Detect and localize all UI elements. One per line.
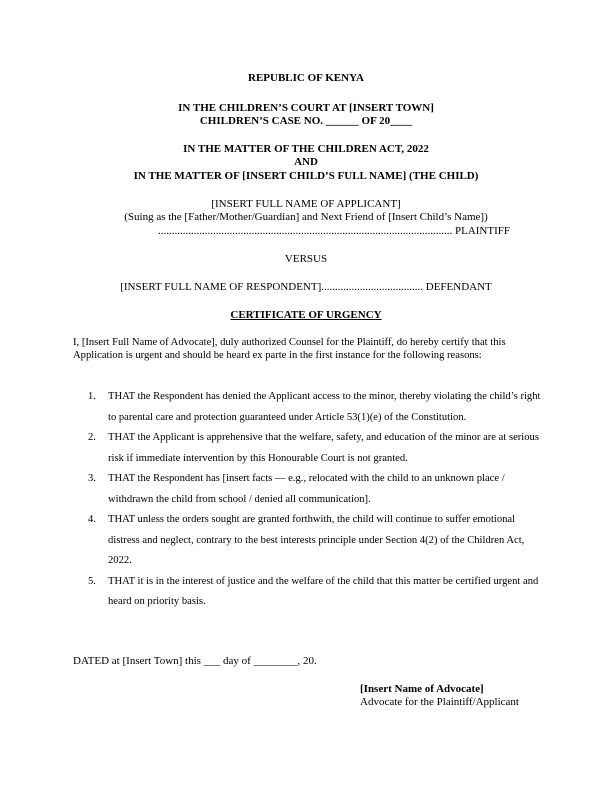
plaintiff-line: ........................................................................................................... PLAINTIFF xyxy=(157,225,510,237)
list-item xyxy=(88,469,548,510)
list-item xyxy=(88,510,548,572)
reason-number: 1. xyxy=(88,391,96,402)
and-heading: AND xyxy=(294,156,318,168)
reason-text: THAT unless the orders sought are granted forthwith, the child will continue to suffer emotional distress and neglect, contrary to the best interests principle under Section 4(2) of the Children Act, 2022. xyxy=(108,514,525,566)
case-number: CHILDREN’S CASE NO. ______ OF 20____ xyxy=(199,115,413,127)
reason-number: 3. xyxy=(88,473,96,484)
reason-text: THAT the Respondent has [insert facts — e.g., relocated with the child to an unknown place / withdrawn the child from school / denied all communication]. xyxy=(108,473,505,505)
matter-child-heading: IN THE MATTER OF [INSERT CHILD’S FULL NAME] (THE CHILD) xyxy=(133,170,479,182)
court-heading: IN THE CHILDREN’S COURT AT [INSERT TOWN] xyxy=(178,102,434,114)
republic-heading: REPUBLIC OF KENYA xyxy=(248,72,364,84)
list-item xyxy=(88,428,548,469)
matter-act-heading: IN THE MATTER OF THE CHILDREN ACT, 2022 xyxy=(183,143,429,155)
reason-text: THAT it is in the interest of justice and the welfare of the child that this matter be certified urgent and heard on priority basis. xyxy=(108,575,539,607)
reason-number: 4. xyxy=(88,514,96,525)
advocate-role: Advocate for the Plaintiff/Applicant xyxy=(360,696,519,708)
certificate-title: CERTIFICATE OF URGENCY xyxy=(230,309,382,321)
reason-text: THAT the Applicant is apprehensive that the welfare, safety, and education of the minor are at serious risk if immediate intervention by this Honourable Court is not granted. xyxy=(108,432,539,464)
versus-label: VERSUS xyxy=(284,253,328,265)
reason-text: THAT the Respondent has denied the Applicant access to the minor, thereby violating the child’s right to parental care and protection guaranteed under Article 53(1)(e) of the Constitution. xyxy=(108,391,541,423)
applicant-name: [INSERT FULL NAME OF APPLICANT] xyxy=(211,198,401,210)
reason-number: 2. xyxy=(88,432,96,443)
advocate-name: [Insert Name of Advocate] xyxy=(360,683,484,695)
certificate-intro: I, [Insert Full Name of Advocate], duly authorized Counsel for the Plaintiff, do hereby certify that this Application is urgent and should be heard ex parte in the first instance for the following reasons: xyxy=(73,337,506,361)
dated-line: DATED at [Insert Town] this ___ day of ________, 20. xyxy=(73,655,317,667)
reasons-list xyxy=(88,387,548,613)
respondent-line: [INSERT FULL NAME OF RESPONDENT]..................................... DEFENDANT xyxy=(120,281,492,293)
list-item xyxy=(88,387,548,428)
reason-number: 5. xyxy=(88,575,96,587)
suing-as-line: (Suing as the [Father/Mother/Guardian] and Next Friend of [Insert Child’s Name]) xyxy=(124,211,488,223)
list-item xyxy=(88,572,548,613)
